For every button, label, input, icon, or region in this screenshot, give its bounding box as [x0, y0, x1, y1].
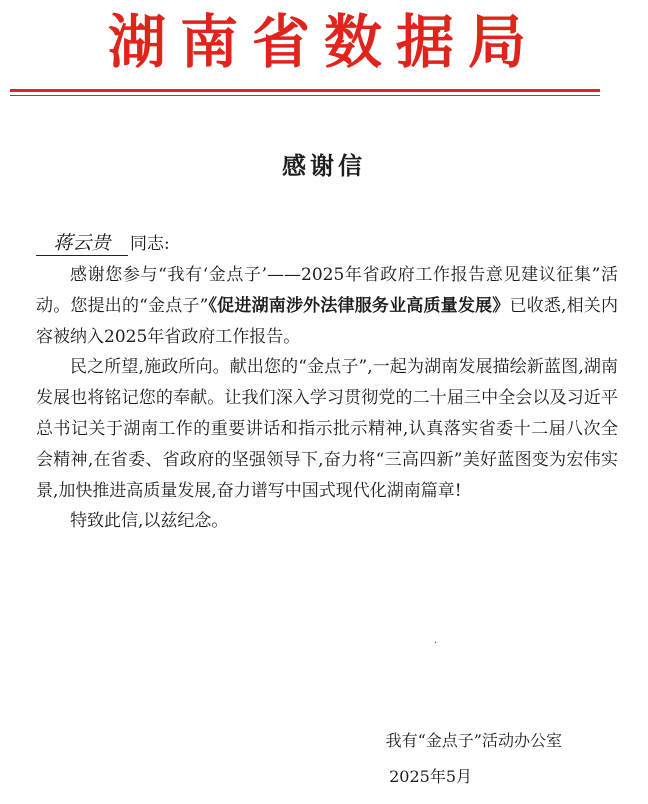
paragraph-1-lead: 感谢您参与“我有‘金点子’——2025年省政府工作报告意见建议征集”活动。您提出的“金点子”	[36, 265, 618, 316]
recipient-name: 蒋云贵	[36, 228, 128, 256]
signature-date: 2025年5月	[389, 767, 472, 786]
stray-mark: ·	[434, 638, 438, 649]
signature-org: 我有“金点子”活动办公室	[385, 731, 562, 750]
letter-body	[36, 260, 618, 537]
letterhead-rule-thick	[10, 89, 600, 92]
proposal-title: 《促进湖南涉外法律服务业高质量发展》	[208, 295, 510, 316]
letterhead-rule-thin	[10, 95, 600, 96]
salutation	[36, 228, 170, 256]
salutation-suffix: 同志:	[130, 234, 170, 254]
letterhead-title: 湖南省数据局	[107, 8, 540, 76]
paragraph-1	[36, 260, 618, 352]
paragraph-1-tail: 已收悉,相关内容被纳入2025年省政府工作报告。	[36, 295, 618, 347]
paragraph-3: 特致此信,以兹纪念。	[70, 511, 229, 532]
paragraph-2: 民之所望,施政所向。献出您的“金点子”,一起为湖南发展描绘新蓝图,湖南发展也将铭记您的奉献。让我们深入学习贯彻党的二十届三中全会以及习近平总书记关于湖南工作的重要讲话和指示批示精神,认真落实省委十二届八次全会精神,在省委、省政府的坚强领导下,奋力将“三高四新”美好蓝图变为宏伟实景,加快推进高质量发展,奋力谱写中国式现代化湖南篇章!	[36, 357, 618, 501]
letter-title: 感谢信	[282, 152, 366, 180]
